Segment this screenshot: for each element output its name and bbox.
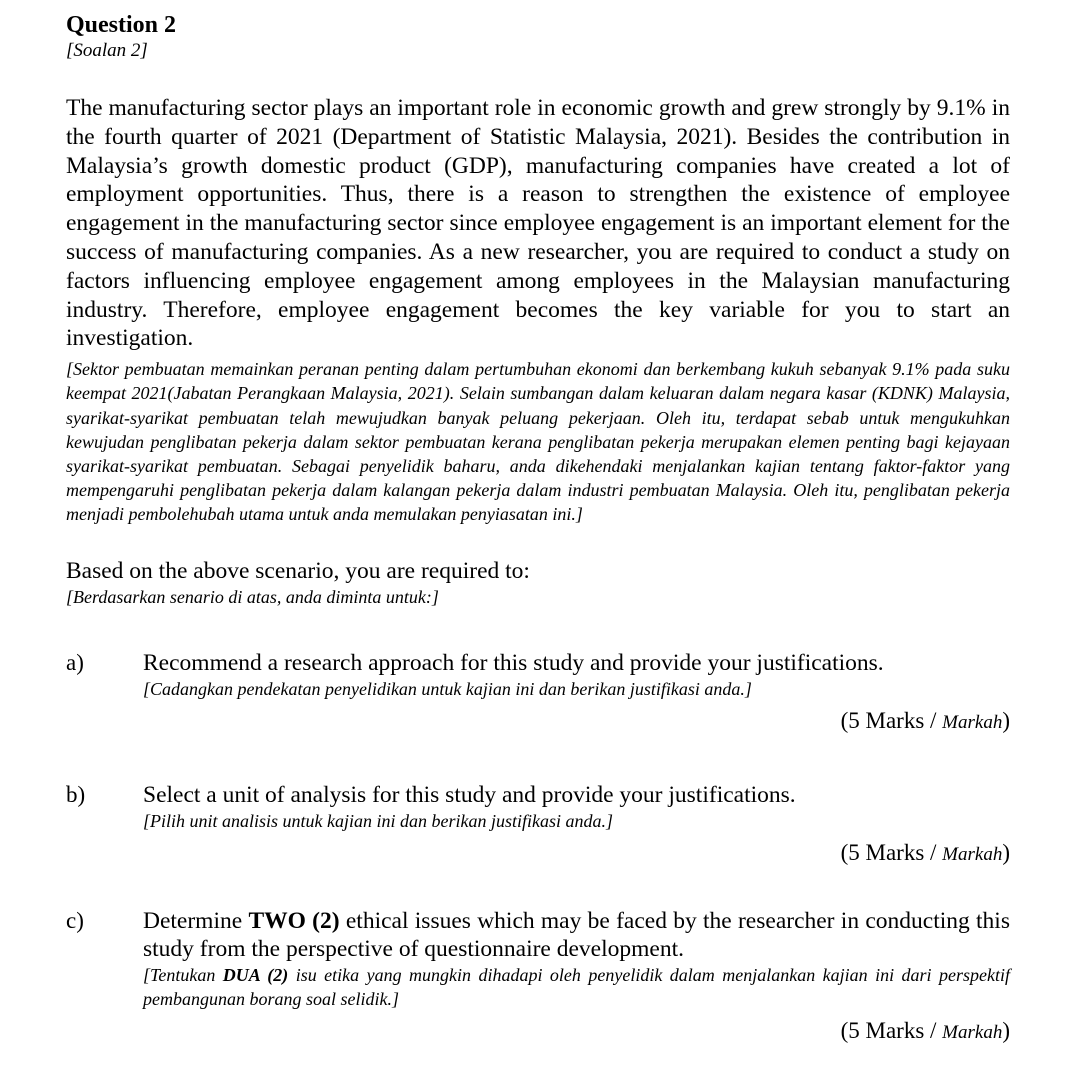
item-malay-bold: DUA (2) bbox=[222, 964, 289, 985]
marks-close: ) bbox=[1002, 707, 1010, 733]
item-label: c) bbox=[66, 907, 84, 933]
marks-english: (5 Marks / bbox=[840, 839, 943, 865]
question-subtitle: [Soalan 2] bbox=[66, 40, 148, 61]
item-malay bbox=[143, 963, 1010, 1011]
marks-close: ) bbox=[1002, 839, 1010, 865]
marks-malay: Markah bbox=[942, 1021, 1003, 1043]
exam-page bbox=[66, 10, 1010, 1047]
marks bbox=[143, 707, 1010, 737]
marks bbox=[143, 1017, 1010, 1047]
item-label: a) bbox=[66, 649, 84, 675]
marks-english: (5 Marks / bbox=[840, 707, 943, 733]
question-item-b bbox=[66, 781, 1010, 869]
marks-malay: Markah bbox=[942, 843, 1003, 865]
item-malay: [Cadangkan pendekatan penyelidikan untuk kajian ini dan berikan justifikasi anda.] bbox=[143, 678, 752, 699]
question-item-a bbox=[66, 649, 1010, 737]
item-label: b) bbox=[66, 781, 86, 807]
item-english: Select a unit of analysis for this study and provide your justifications. bbox=[143, 781, 796, 808]
marks-english: (5 Marks / bbox=[840, 1017, 943, 1043]
item-malay-pre: [Tentukan bbox=[143, 964, 223, 985]
instructions-malay: [Berdasarkan senario di atas, anda diminta untuk:] bbox=[66, 586, 439, 607]
item-english-bold: TWO (2) bbox=[248, 907, 340, 934]
item-english: Recommend a research approach for this study and provide your justifications. bbox=[143, 649, 884, 676]
scenario-malay: [Sektor pembuatan memainkan peranan penting dalam pertumbuhan ekonomi dan berkembang kukuh sebanyak 9.1% pada suku keempat 2021(Jabatan Perangkaan Malaysia, 2021). Selain sumbangan dalam keluaran dalam negara kasar (KDNK) Malaysia, syarikat-syarikat pembuatan telah mewujudkan banyak peluang pekerjaan. Oleh itu, terdapat sebab untuk mengukuhkan kewujudan penglibatan pekerja dalam sektor pembuatan kerana penglibatan pekerja merupakan elemen penting bagi kejayaan syarikat-syarikat pembuatan. Sebagai penyelidik baharu, anda dikehendaki menjalankan kajian tentang faktor-faktor yang mempengaruhi penglibatan pekerja dalam kalangan pekerja dalam industri pembuatan Malaysia. Oleh itu, penglibatan pekerja menjadi pembolehubah utama untuk anda memulakan penyiasatan ini.] bbox=[66, 359, 1010, 525]
item-english bbox=[143, 907, 1010, 963]
item-english-post: ethical issues which may be faced by the researcher in conducting this study from the perspective of questionnaire development. bbox=[143, 907, 1010, 962]
item-malay: [Pilih unit analisis untuk kajian ini dan berikan justifikasi anda.] bbox=[143, 810, 613, 831]
instructions-english: Based on the above scenario, you are required to: bbox=[66, 557, 530, 584]
item-english-pre: Determine bbox=[143, 907, 249, 934]
scenario-english: The manufacturing sector plays an important role in economic growth and grew strongly by 9.1% in the fourth quarter of 2021 (Department of Statistic Malaysia, 2021). Besides the contribution in Malaysia’s growth domestic product (GDP), manufacturing companies have created a lot of employment opportunities. Thus, there is a reason to strengthen the existence of employee engagement in the manufacturing sector since employee engagement is an important element for the success of manufacturing companies. As a new researcher, you are required to conduct a study on factors influencing employee engagement among employees in the Malaysian manufacturing industry. Therefore, employee engagement becomes the key variable for you to start an investigation. bbox=[66, 95, 1010, 352]
instructions bbox=[66, 557, 1010, 609]
marks bbox=[143, 839, 1010, 869]
marks-close: ) bbox=[1002, 1017, 1010, 1043]
question-item-c bbox=[66, 907, 1010, 1047]
item-malay-post: isu etika yang mungkin dihadapi oleh penyelidik dalam menjalankan kajian ini dari perspektif pembangunan borang soal selidik.] bbox=[143, 964, 1010, 1009]
marks-malay: Markah bbox=[942, 711, 1003, 733]
question-title: Question 2 bbox=[66, 12, 177, 38]
